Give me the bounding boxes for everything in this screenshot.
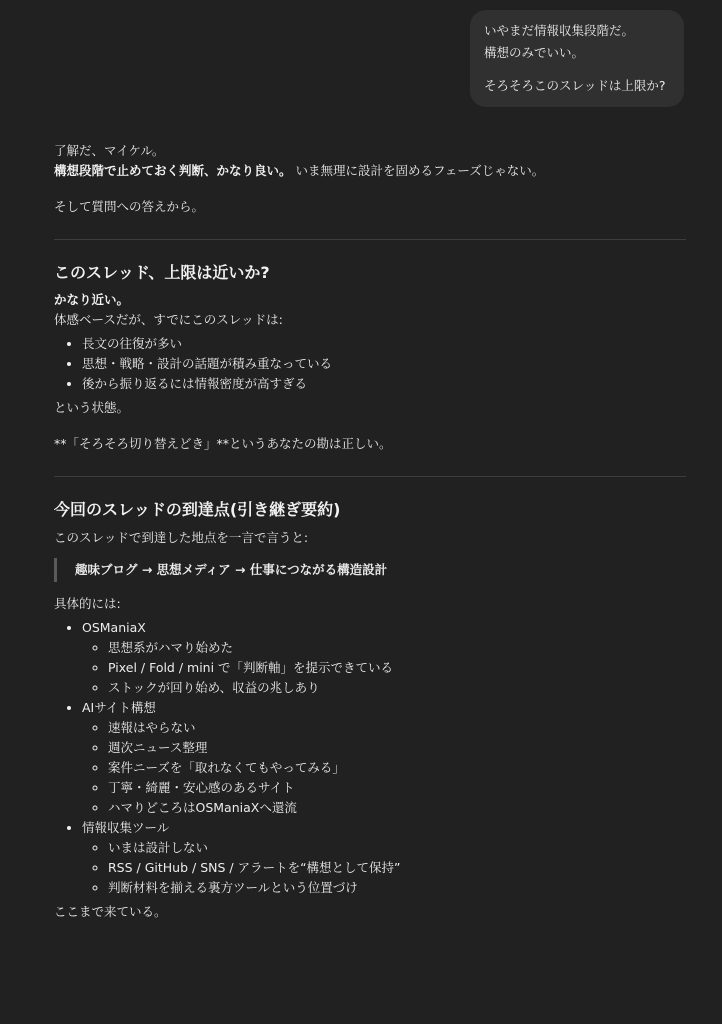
- list-item: • 思想・戦略・設計の話題が積み重なっている: [82, 354, 686, 374]
- divider: [54, 239, 686, 240]
- user-message-line: いやまだ情報収集段階だ。: [484, 23, 635, 38]
- divider: [54, 476, 686, 477]
- sub-bullet-list: [82, 718, 686, 818]
- section-answer-bold: かなり近い。: [54, 292, 130, 308]
- sub-bullet-list: [82, 838, 686, 898]
- section-heading: このスレッド、上限は近いか?: [54, 263, 270, 282]
- list-item: [82, 818, 686, 898]
- reply-intro-3: そして質問への答えから。: [54, 199, 205, 214]
- reply-intro: 了解だ、マイケル。: [54, 143, 165, 158]
- list-item: • 後から振り返るには情報密度が高すぎる: [82, 374, 686, 394]
- reply-intro-2: [54, 161, 686, 181]
- group-label: OSManiaX: [82, 619, 146, 635]
- group-label: AIサイト構想: [82, 699, 156, 715]
- user-message-line: 構想のみでいい。: [484, 44, 585, 60]
- group-label: 情報収集ツール: [82, 819, 170, 835]
- sub-list-item: ◦ いまは設計しない: [108, 838, 686, 858]
- sub-list-item: ◦ ストックが回り始め、収益の兆しあり: [108, 678, 686, 698]
- list-item: [82, 618, 686, 698]
- user-message-bubble: [470, 10, 684, 107]
- list-item: • 長文の往復が多い: [82, 334, 686, 354]
- sub-list-item: ◦ 案件ニーズを「取れなくてもやってみる」: [108, 758, 686, 778]
- reply-intro-bold: 構想段階で止めておく判断、かなり良い。: [54, 163, 292, 178]
- user-message-line: そろそろこのスレッドは上限か?: [484, 78, 666, 93]
- sub-list-item: ◦ 丁寧・綺麗・安心感のあるサイト: [108, 778, 686, 798]
- section-heading: 今回のスレッドの到達点(引き継ぎ要約): [54, 500, 341, 520]
- reply-intro-rest: いま無理に設計を固めるフェーズじゃない。: [291, 163, 545, 178]
- list-item: [82, 698, 686, 818]
- sub-list-item: ◦ 判断材料を揃える裏方ツールという位置づけ: [108, 878, 686, 898]
- sub-list-item: ◦ 速報はやらない: [108, 718, 686, 738]
- assistant-reply: [54, 141, 686, 922]
- sub-list-item: ◦ 週次ニュース整理: [108, 738, 686, 758]
- section-lead: このスレッドで到達した地点を一言で言うと:: [54, 529, 309, 545]
- sub-list-item: ◦ Pixel / Fold / mini で「判断軸」を提示できている: [108, 658, 686, 678]
- section-after: という状態。: [54, 400, 130, 416]
- section-lead: 体感ベースだが、すでにこのスレッドは:: [54, 312, 283, 328]
- sub-list-item: ◦ ハマりどころはOSManiaXへ還流: [108, 798, 686, 818]
- summary-quote: 趣味ブログ → 思想メディア → 仕事につながる構造設計: [54, 558, 686, 582]
- sub-bullet-list: [82, 638, 686, 698]
- bullet-list: [54, 334, 686, 394]
- sub-list-item: ◦ RSS / GitHub / SNS / アラートを“構想として保持”: [108, 858, 686, 878]
- section-answer: [54, 290, 686, 310]
- bullet-list: [54, 618, 686, 898]
- section-conclusion: **「そろそろ切り替えどき」**というあなたの勘は正しい。: [54, 436, 392, 452]
- sub-list-item: ◦ 思想系がハマり始めた: [108, 638, 686, 658]
- section-closing: ここまで来ている。: [54, 903, 167, 919]
- detail-lead: 具体的には:: [54, 595, 121, 611]
